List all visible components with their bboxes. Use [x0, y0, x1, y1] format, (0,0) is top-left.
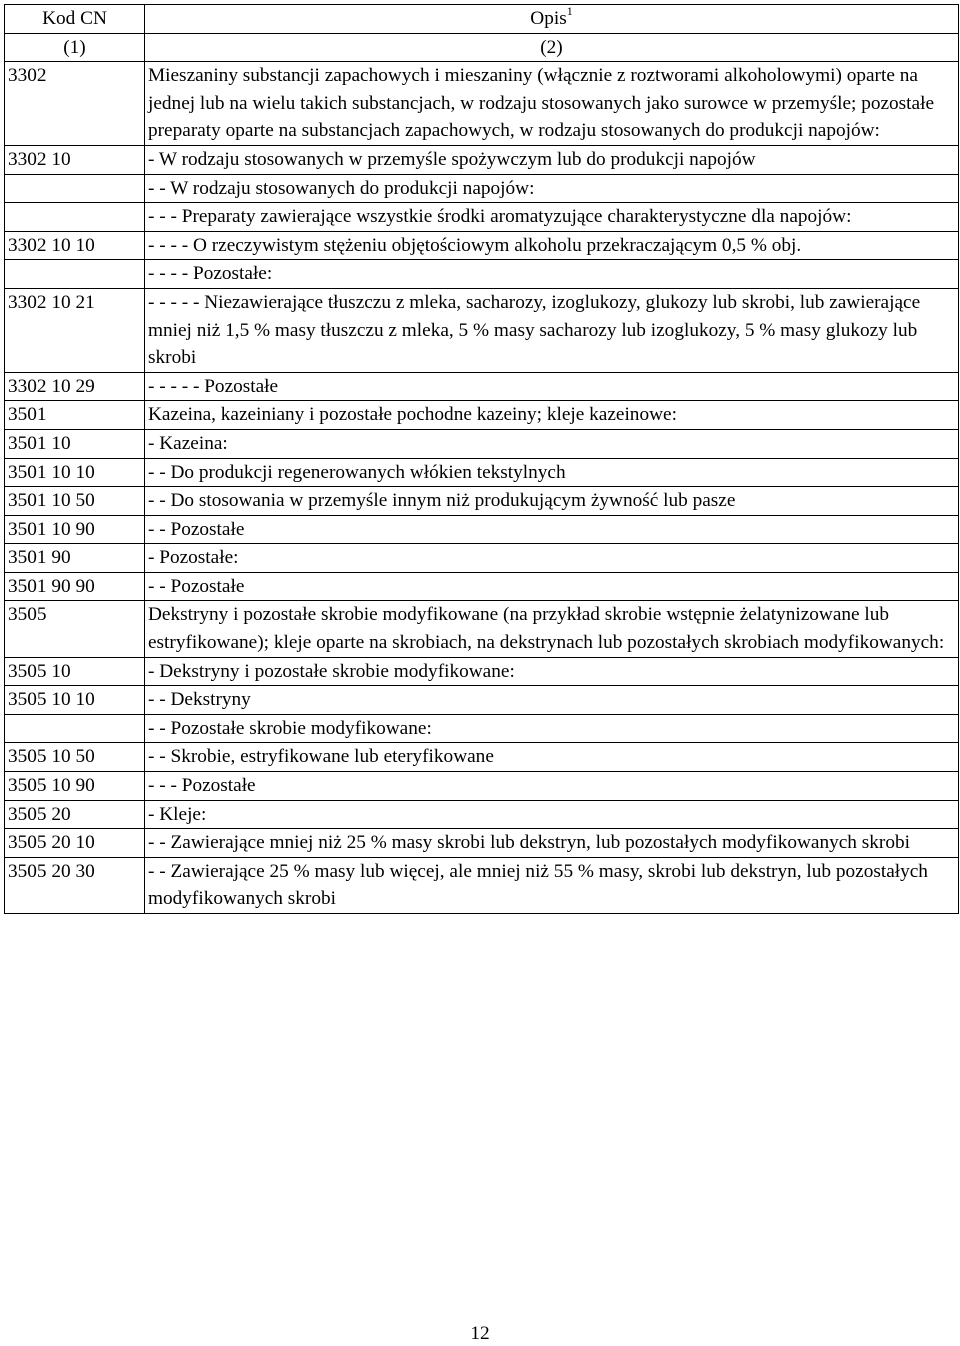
cn-code-cell: 3505 20	[5, 800, 145, 829]
page-number: 12	[470, 1323, 490, 1344]
header-number-row	[5, 33, 959, 62]
table-row	[5, 714, 959, 743]
table-row	[5, 857, 959, 913]
description-cell: Mieszaniny substancji zapachowych i mieszaniny (włącznie z roztworami alkoholowymi) oparte na jednej lub na wielu takich substancjach, w rodzaju stosowanych jako surowce w przemyśle; pozostałe preparaty oparte na substancjach zapachowych, w rodzaju stosowanych do produkcji napojów:	[145, 62, 959, 146]
table-header	[5, 5, 959, 62]
cn-code-cell: 3505 10 50	[5, 743, 145, 772]
cn-code-cell: 3501 10	[5, 429, 145, 458]
description-cell: - - Dekstryny	[145, 686, 959, 715]
cn-code-cell	[5, 203, 145, 232]
table-row	[5, 743, 959, 772]
table-row	[5, 800, 959, 829]
table-row	[5, 62, 959, 146]
cn-code-cell: 3501 10 10	[5, 458, 145, 487]
cn-code-cell: 3302	[5, 62, 145, 146]
table-row	[5, 657, 959, 686]
description-cell: - - - - O rzeczywistym stężeniu objętościowym alkoholu przekraczającym 0,5 % obj.	[145, 231, 959, 260]
table-row	[5, 401, 959, 430]
cn-code-cell: 3505 20 10	[5, 829, 145, 858]
description-cell: - - Zawierające 25 % masy lub więcej, ale mniej niż 55 % masy, skrobi lub dekstryn, lub pozostałych modyfikowanych skrobi	[145, 857, 959, 913]
cn-code-cell: 3501 10 90	[5, 515, 145, 544]
table-row	[5, 487, 959, 516]
table-row	[5, 429, 959, 458]
description-cell: - Kazeina:	[145, 429, 959, 458]
description-cell: - - Zawierające mniej niż 25 % masy skrobi lub dekstryn, lub pozostałych modyfikowanych skrobi	[145, 829, 959, 858]
cn-code-cell: 3302 10 21	[5, 288, 145, 372]
table-row	[5, 260, 959, 289]
header-col2-number: (2)	[145, 33, 959, 62]
cn-code-cell: 3505 10 10	[5, 686, 145, 715]
description-cell: - - Pozostałe	[145, 515, 959, 544]
table-row	[5, 372, 959, 401]
table-body	[5, 62, 959, 914]
description-cell: - - Pozostałe	[145, 572, 959, 601]
description-cell: - - - - Pozostałe:	[145, 260, 959, 289]
description-cell: Kazeina, kazeiniany i pozostałe pochodne kazeiny; kleje kazeinowe:	[145, 401, 959, 430]
header-row	[5, 5, 959, 34]
table-row	[5, 772, 959, 801]
cn-code-table	[4, 4, 959, 914]
description-cell: - Kleje:	[145, 800, 959, 829]
cn-code-cell: 3302 10 10	[5, 231, 145, 260]
header-opis	[145, 5, 959, 34]
description-cell: Dekstryny i pozostałe skrobie modyfikowane (na przykład skrobie wstępnie żelatynizowane lub estryfikowane); kleje oparte na skrobiach, na dekstrynach lub pozostałych skrobiach modyfikowanych:	[145, 601, 959, 657]
table-row	[5, 572, 959, 601]
description-cell: - - - - - Niezawierające tłuszczu z mleka, sacharozy, izoglukozy, glukozy lub skrobi, lub zawierające mniej niż 1,5 % masy tłuszczu z mleka, 5 % masy sacharozy lub izoglukozy, 5 % masy glukozy lub skrobi	[145, 288, 959, 372]
cn-code-cell	[5, 714, 145, 743]
description-cell: - - Pozostałe skrobie modyfikowane:	[145, 714, 959, 743]
cn-code-cell: 3501 90	[5, 544, 145, 573]
table-row	[5, 544, 959, 573]
table-row	[5, 458, 959, 487]
cn-code-cell: 3501 90 90	[5, 572, 145, 601]
cn-code-cell: 3501 10 50	[5, 487, 145, 516]
cn-code-cell: 3302 10	[5, 145, 145, 174]
cn-code-cell: 3501	[5, 401, 145, 430]
description-cell: - Dekstryny i pozostałe skrobie modyfikowane:	[145, 657, 959, 686]
cn-code-cell	[5, 174, 145, 203]
cn-code-cell	[5, 260, 145, 289]
header-opis-label: Opis	[530, 8, 567, 29]
table-row	[5, 231, 959, 260]
table-row	[5, 601, 959, 657]
description-cell: - - Do stosowania w przemyśle innym niż produkującym żywność lub pasze	[145, 487, 959, 516]
table-row	[5, 686, 959, 715]
description-cell: - - Do produkcji regenerowanych włókien tekstylnych	[145, 458, 959, 487]
cn-code-cell: 3505 10 90	[5, 772, 145, 801]
cn-code-cell: 3505	[5, 601, 145, 657]
table-row	[5, 829, 959, 858]
description-cell: - - - Pozostałe	[145, 772, 959, 801]
cn-code-cell: 3505 10	[5, 657, 145, 686]
table-row	[5, 515, 959, 544]
cn-code-cell: 3302 10 29	[5, 372, 145, 401]
cn-code-cell: 3505 20 30	[5, 857, 145, 913]
footnote-marker: 1	[566, 3, 573, 18]
table-row	[5, 288, 959, 372]
description-cell: - - - - - Pozostałe	[145, 372, 959, 401]
description-cell: - Pozostałe:	[145, 544, 959, 573]
description-cell: - W rodzaju stosowanych w przemyśle spożywczym lub do produkcji napojów	[145, 145, 959, 174]
table-row	[5, 203, 959, 232]
header-col1-number: (1)	[5, 33, 145, 62]
header-kod-cn: Kod CN	[5, 5, 145, 34]
description-cell: - - W rodzaju stosowanych do produkcji napojów:	[145, 174, 959, 203]
table-row	[5, 174, 959, 203]
description-cell: - - - Preparaty zawierające wszystkie środki aromatyzujące charakterystyczne dla napojów:	[145, 203, 959, 232]
table-row	[5, 145, 959, 174]
description-cell: - - Skrobie, estryfikowane lub eteryfikowane	[145, 743, 959, 772]
